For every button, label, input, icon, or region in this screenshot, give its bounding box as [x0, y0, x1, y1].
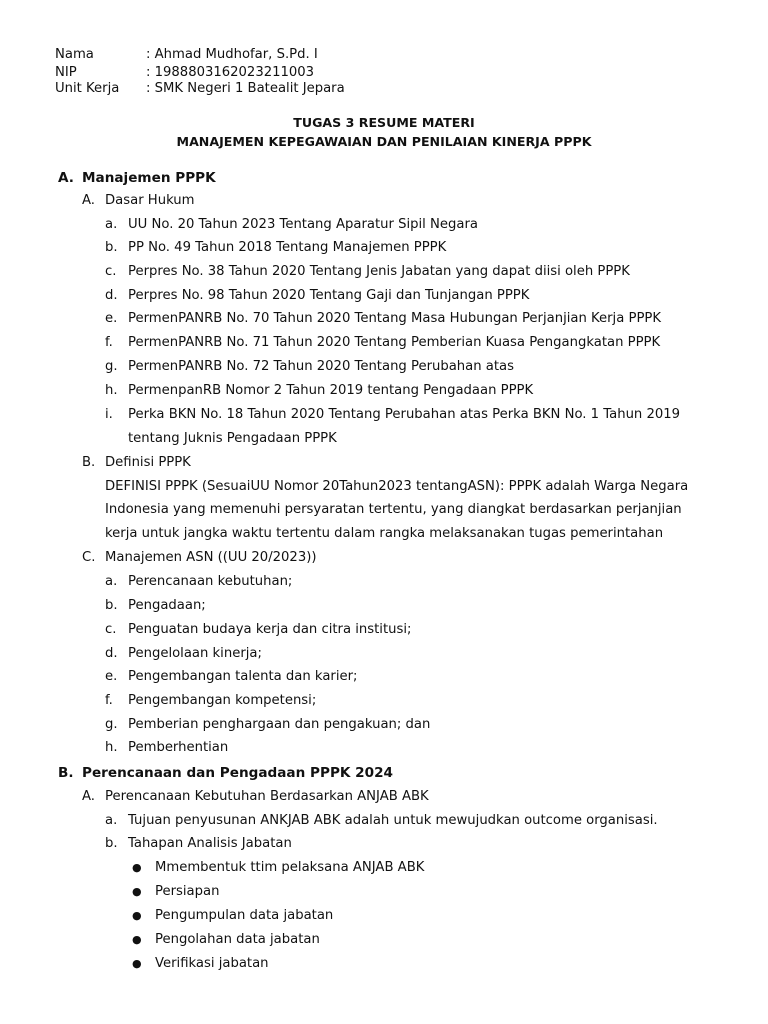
- list-marker: a.: [105, 574, 118, 589]
- nip-value: : 198880316202321100​3: [146, 65, 315, 80]
- list-item: Perpres No. 98 Tahun 2020 Tentang Gaji dan Tunjangan PPPK: [128, 288, 530, 303]
- list-item: Pemberhentian: [128, 740, 229, 755]
- document-title-line1: TUGAS 3 RESUME MATERI: [293, 115, 475, 130]
- list-item: Penguatan budaya kerja dan citra institusi;: [128, 622, 412, 637]
- list-marker: b.: [105, 240, 118, 255]
- list-item: Perencanaan kebutuhan;: [128, 574, 293, 589]
- bullet-icon: ●: [132, 957, 142, 970]
- unit-label: Unit Kerja: [55, 81, 120, 96]
- list-item: Pengelolaan kinerja;: [128, 646, 262, 661]
- list-marker: f.: [105, 693, 113, 708]
- list-item: PermenpanRB Nomor 2 Tahun 2019 tentang Pengadaan PPPK: [128, 383, 534, 398]
- bullet-item: Pengumpulan data jabatan: [155, 908, 334, 923]
- list-item: PermenPANRB No. 70 Tahun 2020 Tentang Masa Hubungan Perjanjian Kerja PPPK: [128, 311, 661, 326]
- bullet-item: Pengolahan data jabatan: [155, 932, 320, 947]
- bullet-icon: ●: [132, 909, 142, 922]
- list-item: UU No. 20 Tahun 2023 Tentang Aparatur Sipil Negara: [128, 217, 478, 232]
- bullet-icon: ●: [132, 885, 142, 898]
- subsection-label-definisi: Definisi PPPK: [105, 455, 191, 470]
- paragraph-line: Indonesia yang memenuhi persyaratan tertentu, yang diangkat berdasarkan perjanjian: [105, 502, 682, 517]
- list-item: PermenPANRB No. 71 Tahun 2020 Tentang Pemberian Kuasa Pengangkatan PPPK: [128, 335, 661, 350]
- list-marker: g.: [105, 717, 118, 732]
- list-marker: c.: [105, 264, 117, 279]
- list-item: PP No. 49 Tahun 2018 Tentang Manajemen PPPK: [128, 240, 447, 255]
- name-value: : Ahmad Mudhofar, S.Pd. I: [146, 47, 318, 62]
- list-item: PermenPANRB No. 72 Tahun 2020 Tentang Perubahan atas: [128, 359, 515, 374]
- list-marker: d.: [105, 288, 118, 303]
- list-item-continuation: tentang Juknis Pengadaan PPPK: [128, 431, 337, 446]
- list-item: Perka BKN No. 18 Tahun 2020 Tentang Perubahan atas Perka BKN No. 1 Tahun 2019: [128, 407, 681, 422]
- section-a-marker: A.: [58, 170, 74, 186]
- list-marker: g.: [105, 359, 118, 374]
- bullet-item: Persiapan: [155, 884, 220, 899]
- unit-value: : SMK Negeri 1 Batealit Jepara: [146, 81, 345, 96]
- list-item: Pemberian penghargaan dan pengakuan; dan: [128, 717, 431, 732]
- name-label: Nama: [55, 47, 94, 62]
- list-item: Perpres No. 38 Tahun 2020 Tentang Jenis Jabatan yang dapat diisi oleh PPPK: [128, 264, 630, 279]
- list-marker: d.: [105, 646, 118, 661]
- list-marker: e.: [105, 311, 118, 326]
- list-marker: b.: [105, 836, 118, 851]
- list-marker: a.: [105, 813, 118, 828]
- subsection-marker: A.: [82, 193, 95, 208]
- bullet-item: Verifikasi jabatan: [155, 956, 269, 971]
- document-title-line2: MANAJEMEN KEPEGAWAIAN DAN PENILAIAN KINERJA PPPK: [176, 134, 592, 149]
- paragraph-line: kerja untuk jangka waktu tertentu dalam rangka melaksanakan tugas pemerintahan: [105, 526, 664, 541]
- subsection-label-dasar-hukum: Dasar Hukum: [105, 193, 195, 208]
- subsection-label-manajemen-asn: Manajemen ASN ((UU 20/2023)): [105, 550, 317, 565]
- subsection-marker: B.: [82, 455, 96, 470]
- list-marker: b.: [105, 598, 118, 613]
- list-item: Pengembangan talenta dan karier;: [128, 669, 358, 684]
- section-b-heading: Perencanaan dan Pengadaan PPPK 2024: [82, 765, 394, 781]
- bullet-icon: ●: [132, 933, 142, 946]
- subsection-label-perencanaan: Perencanaan Kebutuhan Berdasarkan ANJAB ABK: [105, 789, 429, 804]
- section-a-heading: Manajemen PPPK: [82, 170, 216, 186]
- bullet-item: Mmembentuk ttim pelaksana ANJAB ABK: [155, 860, 425, 875]
- section-b-marker: B.: [58, 765, 74, 781]
- list-marker: h.: [105, 740, 118, 755]
- list-marker: h.: [105, 383, 118, 398]
- list-item: Tahapan Analisis Jabatan: [128, 836, 292, 851]
- nip-label: NIP: [55, 65, 77, 80]
- list-marker: c.: [105, 622, 117, 637]
- list-marker: a.: [105, 217, 118, 232]
- list-item: Pengadaan;: [128, 598, 206, 613]
- list-marker: f.: [105, 335, 113, 350]
- list-item: Tujuan penyusunan ANKJAB ABK adalah untuk mewujudkan outcome organisasi.: [128, 813, 658, 828]
- list-marker: i.: [105, 407, 113, 422]
- subsection-marker: A.: [82, 789, 95, 804]
- subsection-marker: C.: [82, 550, 96, 565]
- list-item: Pengembangan kompetensi;: [128, 693, 317, 708]
- paragraph-line: DEFINISI PPPK (SesuaiUU Nomor 20Tahun2023 tentangASN): PPPK adalah Warga Negara: [105, 479, 689, 494]
- bullet-icon: ●: [132, 861, 142, 874]
- list-marker: e.: [105, 669, 118, 684]
